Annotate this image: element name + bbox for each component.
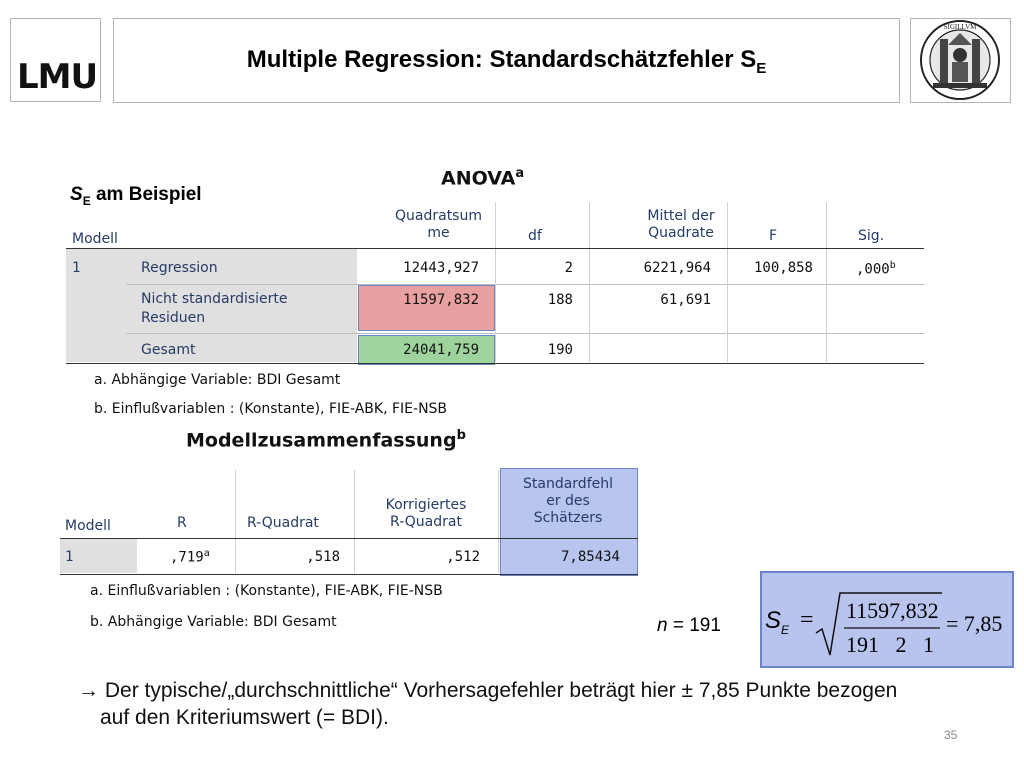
model-summary-table	[60, 468, 638, 578]
ms-row-adj: ,512	[446, 549, 480, 565]
page-number: 35	[944, 728, 958, 742]
ms-header-r: R	[177, 515, 187, 531]
conclusion-line-1: → Der typische/„durchschnittliche“ Vorhersagefehler beträgt hier ± 7,85 Punkte bezogen	[78, 679, 898, 702]
anova-residual-ms: 61,691	[660, 292, 711, 308]
anova-table	[66, 200, 924, 370]
anova-total-ss: 24041,759	[403, 342, 479, 358]
svg-text:SIGILLVM: SIGILLVM	[943, 23, 977, 31]
seal-icon	[911, 19, 1010, 102]
formula-numerator: 11597,832	[846, 598, 939, 623]
anova-footnote-b: b. Einflußvariablen : (Konstante), FIE-ABK, FIE-NSB	[94, 401, 448, 417]
university-seal	[910, 18, 1011, 103]
formula-denominator: 191 2 1	[846, 632, 934, 657]
anova-regression-ss: 12443,927	[403, 260, 479, 276]
anova-regression-ms: 6221,964	[643, 260, 711, 276]
logo-text: LMU	[17, 57, 98, 97]
ms-row-modell: 1	[65, 549, 74, 565]
ms-row-r: ,719$^a$	[170, 548, 210, 566]
conclusion-line-2: auf den Kriteriumswert (= BDI).	[100, 706, 389, 729]
anova-residual-ss: 11597,832	[403, 292, 479, 308]
ms-row-se: 7,85434	[560, 549, 620, 565]
anova-row-regression-label: Regression	[141, 260, 218, 276]
anova-header-ss: Quadratsum me	[395, 208, 482, 241]
arrow-icon: →	[78, 679, 99, 702]
anova-model-number: 1	[72, 260, 81, 276]
anova-header-modell: Modell	[72, 231, 118, 247]
formula-box	[760, 571, 1014, 668]
anova-residual-df: 188	[547, 292, 573, 308]
anova-regression-f: 100,858	[753, 260, 813, 276]
anova-header-ms: Mittel der Quadrate	[647, 208, 715, 241]
anova-row-residual-label: Nicht standardisierte Residuen	[141, 291, 288, 326]
ms-header-r2: R-Quadrat	[247, 515, 319, 531]
model-summary-title: Modellzusammenfassung$^b$	[186, 428, 466, 452]
title-bar	[113, 18, 900, 103]
anova-regression-df: 2	[564, 260, 573, 276]
anova-footnote-a: a. Abhängige Variable: BDI Gesamt	[94, 372, 341, 388]
ms-header-se: Standardfehl er des Schätzers	[523, 476, 613, 526]
ms-footnote-b: b. Abhängige Variable: BDI Gesamt	[90, 614, 337, 630]
formula-symbol: $S_E$	[765, 607, 790, 637]
anova-regression-sig: ,000$^b$	[856, 260, 896, 278]
anova-header-sig: Sig.	[858, 228, 885, 244]
ms-row-r2: ,518	[306, 549, 340, 565]
conclusion-text	[78, 677, 1018, 731]
section-heading: $S_E$ am Beispiel	[70, 184, 202, 208]
anova-header-df: df	[528, 228, 542, 244]
anova-header-f: F	[769, 228, 778, 244]
formula-equals: =	[800, 607, 814, 633]
anova-total-df: 190	[547, 342, 573, 358]
ms-header-modell: Modell	[65, 518, 111, 534]
formula-result: = 7,85	[946, 611, 1003, 636]
ms-header-adj: Korrigiertes R-Quadrat	[385, 497, 467, 530]
ms-footnote-a: a. Einflußvariablen : (Konstante), FIE-ABK, FIE-NSB	[90, 583, 443, 599]
lmu-logo	[10, 18, 101, 102]
anova-title: ANOVA$^a$	[441, 166, 525, 190]
slide-title: Multiple Regression: Standardschätzfehler $S_E$	[246, 46, 767, 77]
anova-row-total-label: Gesamt	[141, 342, 196, 358]
sample-size-label: n = 191	[657, 615, 721, 636]
